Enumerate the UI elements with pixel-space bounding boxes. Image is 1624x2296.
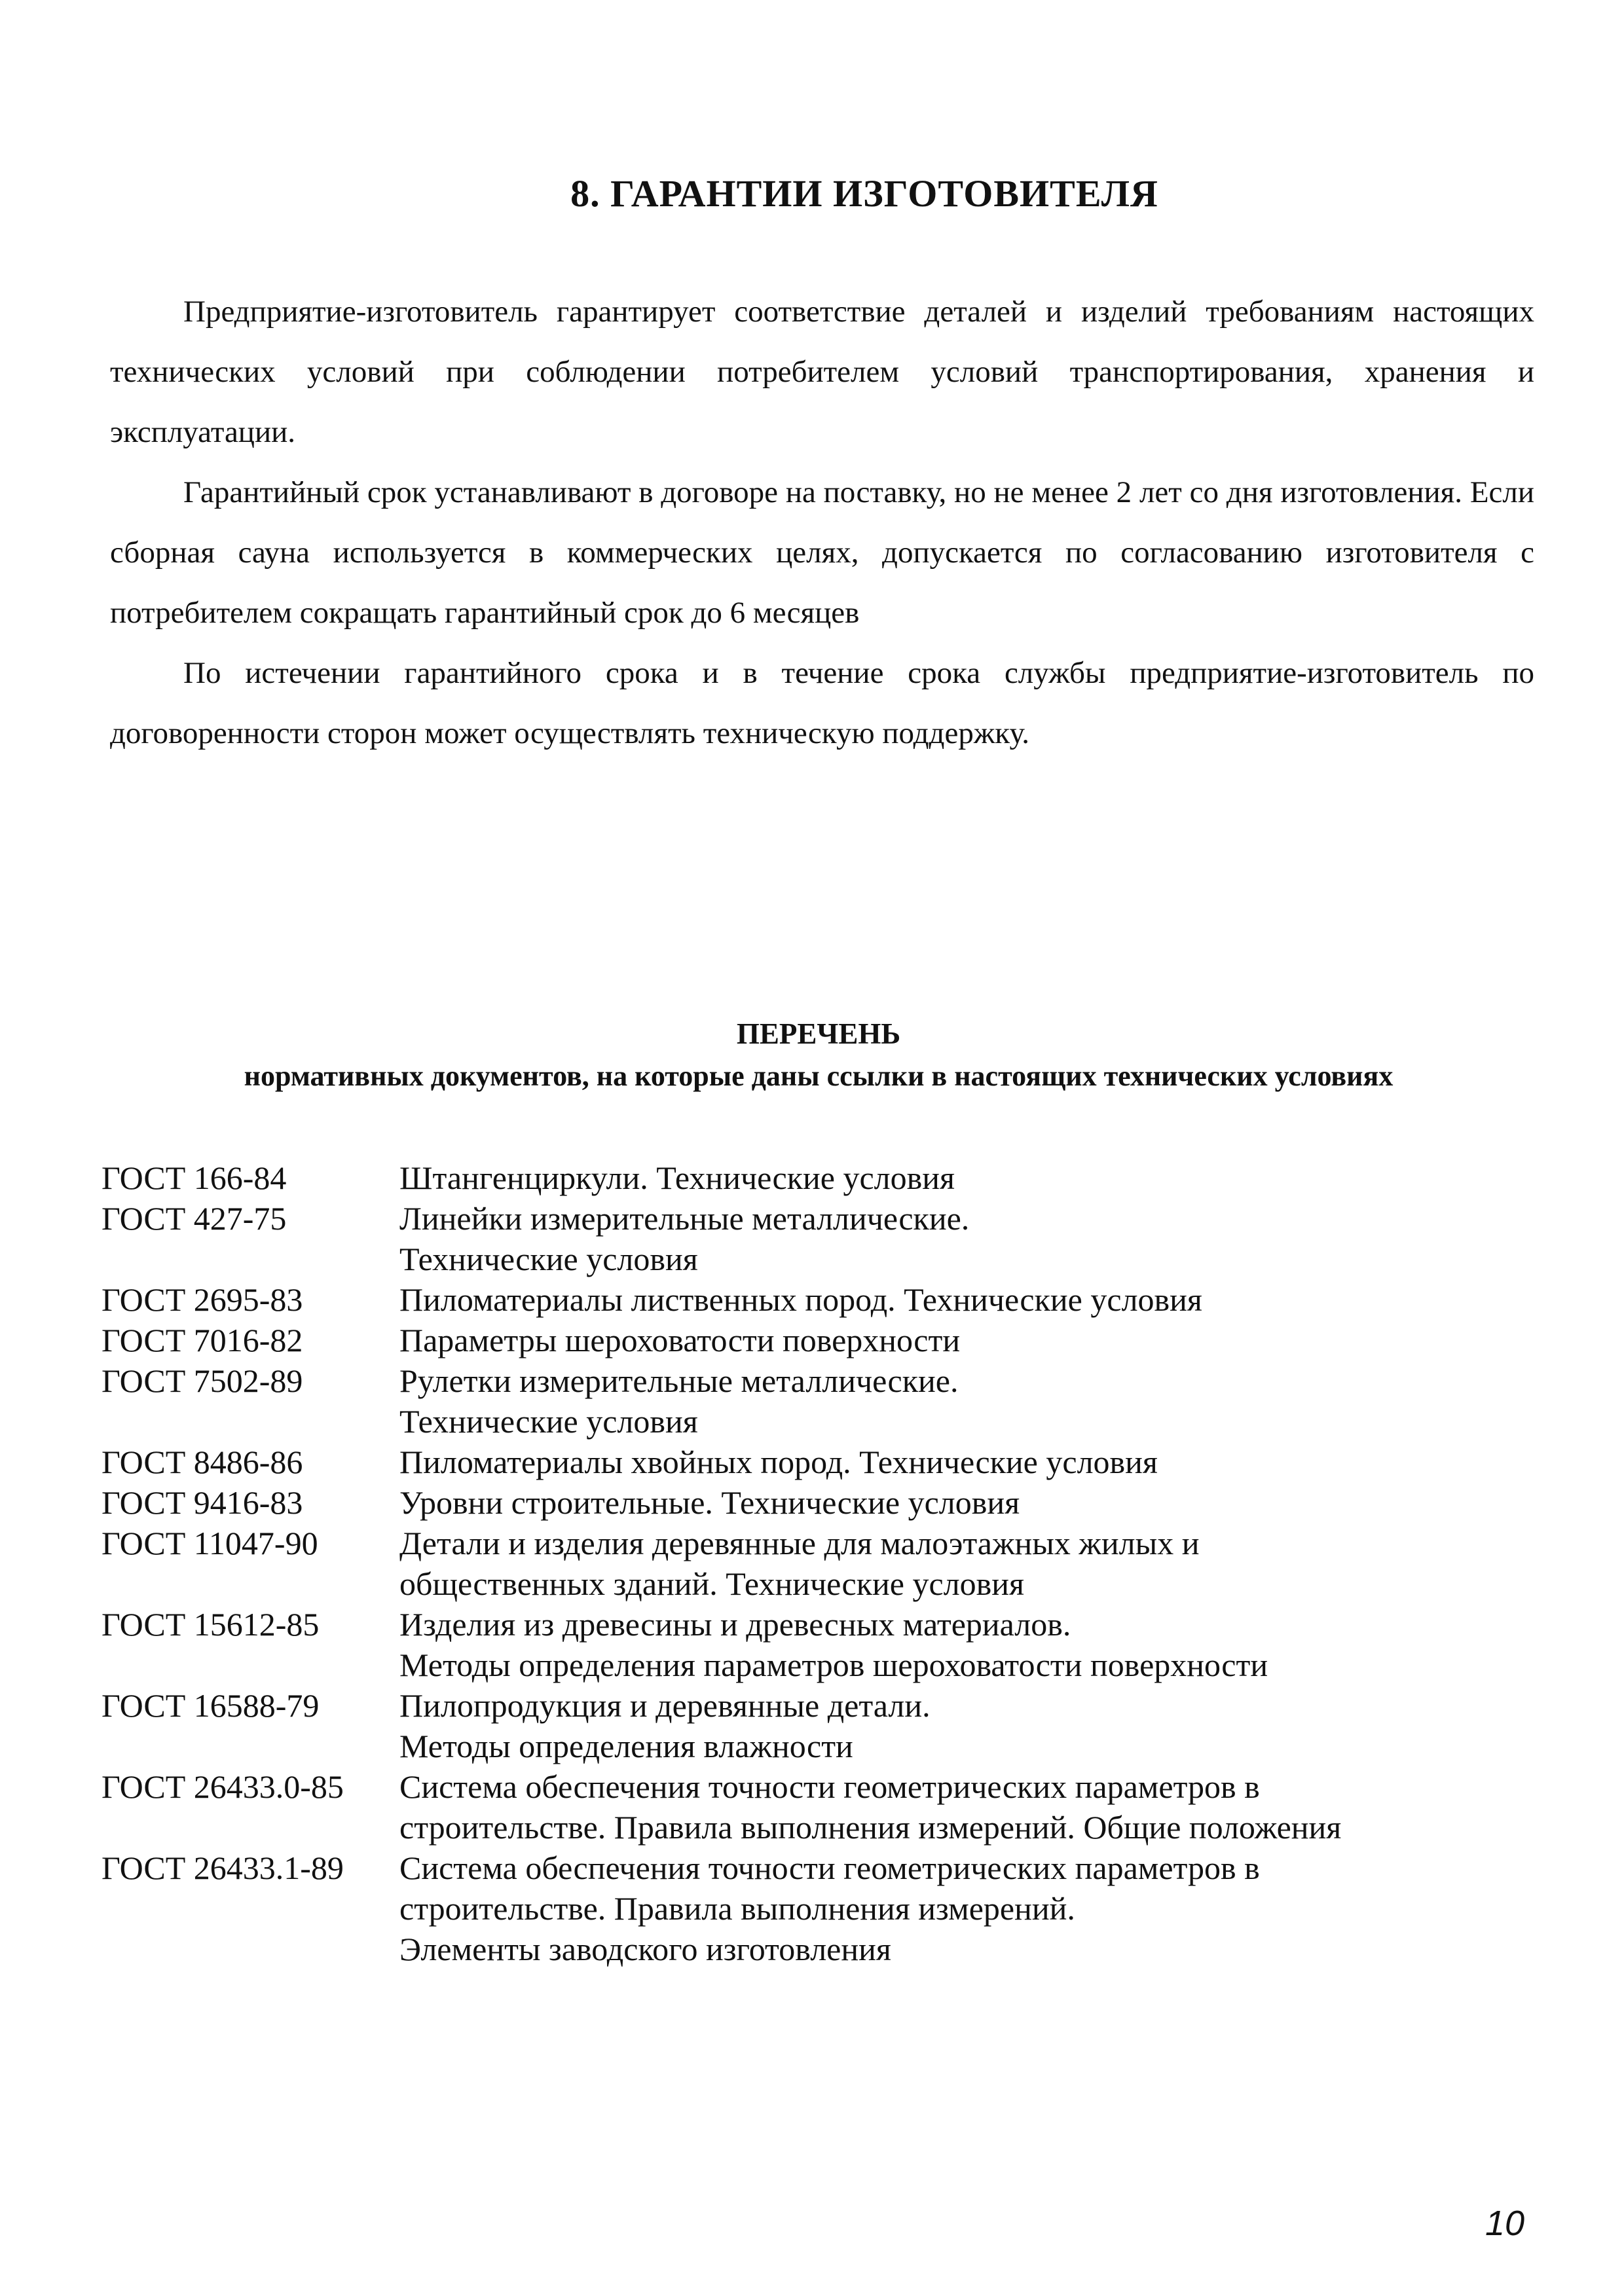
reference-title-line: Методы определения влажности	[399, 1728, 853, 1764]
reference-title	[399, 1279, 1509, 1320]
reference-title	[399, 1482, 1509, 1523]
reference-title	[399, 1685, 1509, 1766]
reference-title	[399, 1766, 1509, 1848]
reference-title-line: Технические условия	[399, 1241, 698, 1277]
reference-title-line: Детали и изделия деревянные для малоэтажных жилых и	[399, 1525, 1200, 1561]
reference-code: ГОСТ 15612-85	[101, 1606, 320, 1643]
reference-title-line: Пилопродукция и деревянные детали.	[399, 1687, 931, 1724]
reference-title-line: Уровни строительные. Технические условия	[399, 1484, 1020, 1521]
reference-title	[399, 1320, 1509, 1360]
reference-row	[101, 1279, 1509, 1320]
reference-code: ГОСТ 9416-83	[101, 1484, 303, 1521]
paragraph: По истечении гарантийного срока и в течение срока службы предприятие-изготовитель по договоренности сторон может осуществлять техническую поддержку.	[110, 656, 1534, 750]
reference-row	[101, 1482, 1509, 1523]
reference-title	[399, 1604, 1509, 1685]
reference-row	[101, 1604, 1509, 1685]
reference-title-line: общественных зданий. Технические условия	[399, 1565, 1025, 1602]
reference-title-line: Изделия из древесины и древесных материалов.	[399, 1606, 1071, 1643]
reference-code: ГОСТ 26433.1-89	[101, 1850, 344, 1886]
reference-title-line: Пиломатериалы лиственных пород. Технические условия	[399, 1281, 1202, 1318]
reference-code: ГОСТ 7016-82	[101, 1322, 303, 1358]
reference-title-line: Линейки измерительные металлические.	[399, 1200, 970, 1237]
reference-title	[399, 1198, 1509, 1279]
reference-title-line: Система обеспечения точности геометрических параметров в	[399, 1850, 1260, 1886]
reference-code: ГОСТ 16588-79	[101, 1687, 320, 1724]
reference-row	[101, 1360, 1509, 1442]
reference-row	[101, 1685, 1509, 1766]
references-heading	[164, 1011, 1473, 1097]
reference-title-line: Штангенциркули. Технические условия	[399, 1159, 955, 1196]
reference-row	[101, 1523, 1509, 1604]
reference-code: ГОСТ 8486-86	[101, 1444, 303, 1480]
reference-code: ГОСТ 7502-89	[101, 1362, 303, 1399]
paragraph: Гарантийный срок устанавливают в договоре на поставку, но не менее 2 лет со дня изготовления. Если сборная сауна используется в коммерческих целях, допускается по согласованию изготовителя с потребителем сокращать гарантийный срок до 6 месяцев	[110, 475, 1534, 630]
reference-title-line: Параметры шероховатости поверхности	[399, 1322, 961, 1358]
reference-row	[101, 1157, 1509, 1198]
references-list	[101, 1157, 1509, 1969]
references-subtitle: нормативных документов, на которые даны ссылки в настоящих технических условиях	[244, 1060, 1393, 1092]
reference-title-line: Пиломатериалы хвойных пород. Технические условия	[399, 1444, 1158, 1480]
reference-title	[399, 1442, 1509, 1482]
reference-title-line: строительстве. Правила выполнения измерений. Общие положения	[399, 1809, 1342, 1846]
references-title: ПЕРЕЧЕНЬ	[736, 1017, 901, 1050]
reference-code: ГОСТ 427-75	[101, 1200, 287, 1237]
reference-row	[101, 1320, 1509, 1360]
reference-row	[101, 1848, 1509, 1969]
reference-code: ГОСТ 26433.0-85	[101, 1768, 344, 1805]
reference-title-line: строительстве. Правила выполнения измерений.	[399, 1890, 1075, 1927]
reference-title	[399, 1360, 1509, 1442]
reference-title-line: Рулетки измерительные металлические.	[399, 1362, 959, 1399]
reference-row	[101, 1766, 1509, 1848]
reference-title-line: Система обеспечения точности геометрических параметров в	[399, 1768, 1260, 1805]
reference-code: ГОСТ 2695-83	[101, 1281, 303, 1318]
reference-title	[399, 1848, 1509, 1969]
reference-title-line: Технические условия	[399, 1403, 698, 1440]
reference-title-line: Методы определения параметров шероховатости поверхности	[399, 1647, 1268, 1683]
reference-code: ГОСТ 166-84	[101, 1159, 287, 1196]
warranty-text	[110, 282, 1534, 763]
reference-code: ГОСТ 11047-90	[101, 1525, 318, 1561]
paragraph: Предприятие-изготовитель гарантирует соответствие деталей и изделий требованиям настоящих технических условий при соблюдении потребителем условий транспортирования, хранения и эксплуатации.	[110, 295, 1534, 449]
reference-row	[101, 1198, 1509, 1279]
reference-row	[101, 1442, 1509, 1482]
reference-title	[399, 1157, 1509, 1198]
section-title: 8. ГАРАНТИИ ИЗГОТОВИТЕЛЯ	[570, 172, 1158, 215]
reference-title-line: Элементы заводского изготовления	[399, 1931, 891, 1967]
reference-title	[399, 1523, 1509, 1604]
page-number: 10	[1485, 2204, 1525, 2243]
